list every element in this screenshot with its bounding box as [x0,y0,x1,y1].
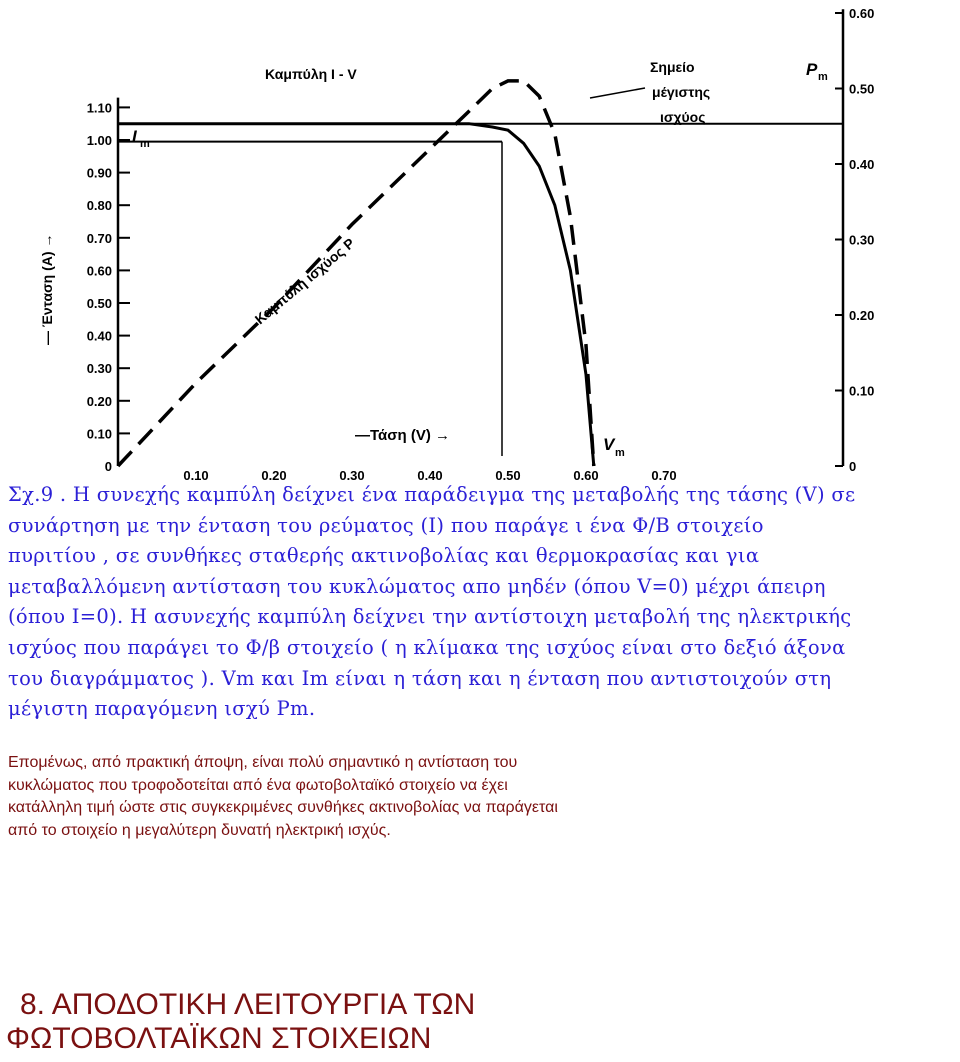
left-tick-label: 1.10 [86,100,112,116]
x-axis-label: —Τάση (V) → [355,427,451,444]
paragraph-line: κυκλώματος που τροφοδοτείται από ένα φωτοβολταϊκό στοιχείο να έχει [8,776,508,794]
section-heading [6,988,956,1056]
body-paragraph [8,752,958,842]
paragraph-line: από το στοιχείο η μεγαλύτερη δυνατή ηλεκτρική ισχύς. [8,821,391,839]
paragraph-line: Επομένως, από πρακτική άποψη, είναι πολύ σημαντικό η αντίσταση του [8,754,518,771]
right-tick-label: 0.30 [849,232,875,248]
right-tick-label: 0.20 [849,308,875,323]
heading-number: 8. [20,988,46,1021]
left-tick-label: 0.20 [86,393,112,409]
left-tick-label: 0.30 [86,361,112,377]
left-tick-label: 0 [104,459,112,474]
max-power-label-2: μέγιστης [652,84,711,100]
caption-line: Σχ.9 . Η συνεχής καμπύλη δείχνει ένα παράδειγμα της μεταβολής της τάσης (V) σε [8,483,856,506]
iv-curve [118,124,594,466]
x-tick-label: 0.70 [651,468,677,480]
pm-subscript: m [818,71,828,83]
power-curve [118,81,594,466]
left-axis-label: — Ένταση (A) → [39,233,55,345]
x-tick-label: 0.60 [573,468,599,480]
caption-line: συνάρτηση με την ένταση του ρεύματος (I) που παράγε ι ένα Φ/Β στοιχείο [8,513,764,537]
right-tick-label: 0.10 [849,383,875,399]
vm-label: V [603,435,615,454]
iv-power-chart [0,0,960,480]
x-tick-label: 0.40 [417,468,443,480]
right-tick-label: 0.60 [849,6,875,21]
x-tick-label: 0.10 [183,468,209,480]
caption-line: πυριτίου , σε συνθήκες σταθερής ακτινοβολίας και θερμοκρασίας και για [8,544,760,568]
vm-subscript: m [615,447,625,459]
pm-label: P [806,60,818,79]
left-tick-label: 0.80 [86,198,112,214]
iv-curve-figure [0,0,960,480]
max-power-label-3: ισχύος [660,109,706,125]
left-tick-label: 1.00 [86,133,112,148]
caption-line: του διαγράμματος ). Vm και Im είναι η τάση και η ένταση που αντιστοιχούν στη [8,666,832,690]
heading-line-2: ΦΩΤΟΒΟΛΤΑΪΚΩΝ ΣΤΟΙΧΕΙΩΝ [6,1022,432,1055]
max-power-pointer [590,88,645,98]
left-tick-label: 0.60 [86,263,112,279]
x-tick-label: 0.50 [495,468,521,480]
heading-line-1 [6,988,956,1022]
figure-caption [8,480,958,725]
x-tick-label: 0.20 [261,468,287,480]
paragraph-line: κατάλληλη τιμή ώστε στις συγκεκριμένες συνθήκες ακτινοβολίας να παράγεται [8,799,558,817]
caption-line: μεταβαλλόμενη αντίσταση του κυκλώματος απο μηδέν (όπου V=0) μέχρι άπειρη [8,574,826,598]
right-tick-label: 0.40 [849,157,875,172]
im-label: I [132,127,137,146]
heading-title-1: ΑΠΟΔΟΤΙΚΗ ΛΕΙΤΟΥΡΓΙΑ ΤΩΝ [51,988,476,1021]
power-curve-label: Καμπύλη ισχύος P [251,234,358,328]
x-tick-label: 0.30 [339,468,365,480]
left-tick-label: 0.50 [86,296,112,311]
left-tick-label: 0.40 [86,328,112,344]
caption-line: μέγιστη παραγόμενη ισχύ Pm. [8,697,316,721]
max-power-label-1: Σημείο [650,59,695,75]
iv-curve-label: Καμπύλη I - V [265,66,357,82]
right-tick-label: 0 [849,459,857,474]
left-tick-label: 0.90 [86,165,112,181]
right-tick-label: 0.50 [849,81,875,97]
im-subscript: m [140,138,150,150]
caption-line: (όπου I=0). Η ασυνεχής καμπύλη δείχνει την αντίστοιχη μεταβολή της ηλεκτρικής [8,605,852,629]
left-tick-label: 0.70 [86,230,112,246]
caption-line: ισχύος που παράγει το Φ/β στοιχείο ( η κλίμακα της ισχύος είναι στο δεξιό άξονα [8,635,846,659]
left-tick-label: 0.10 [86,426,112,442]
